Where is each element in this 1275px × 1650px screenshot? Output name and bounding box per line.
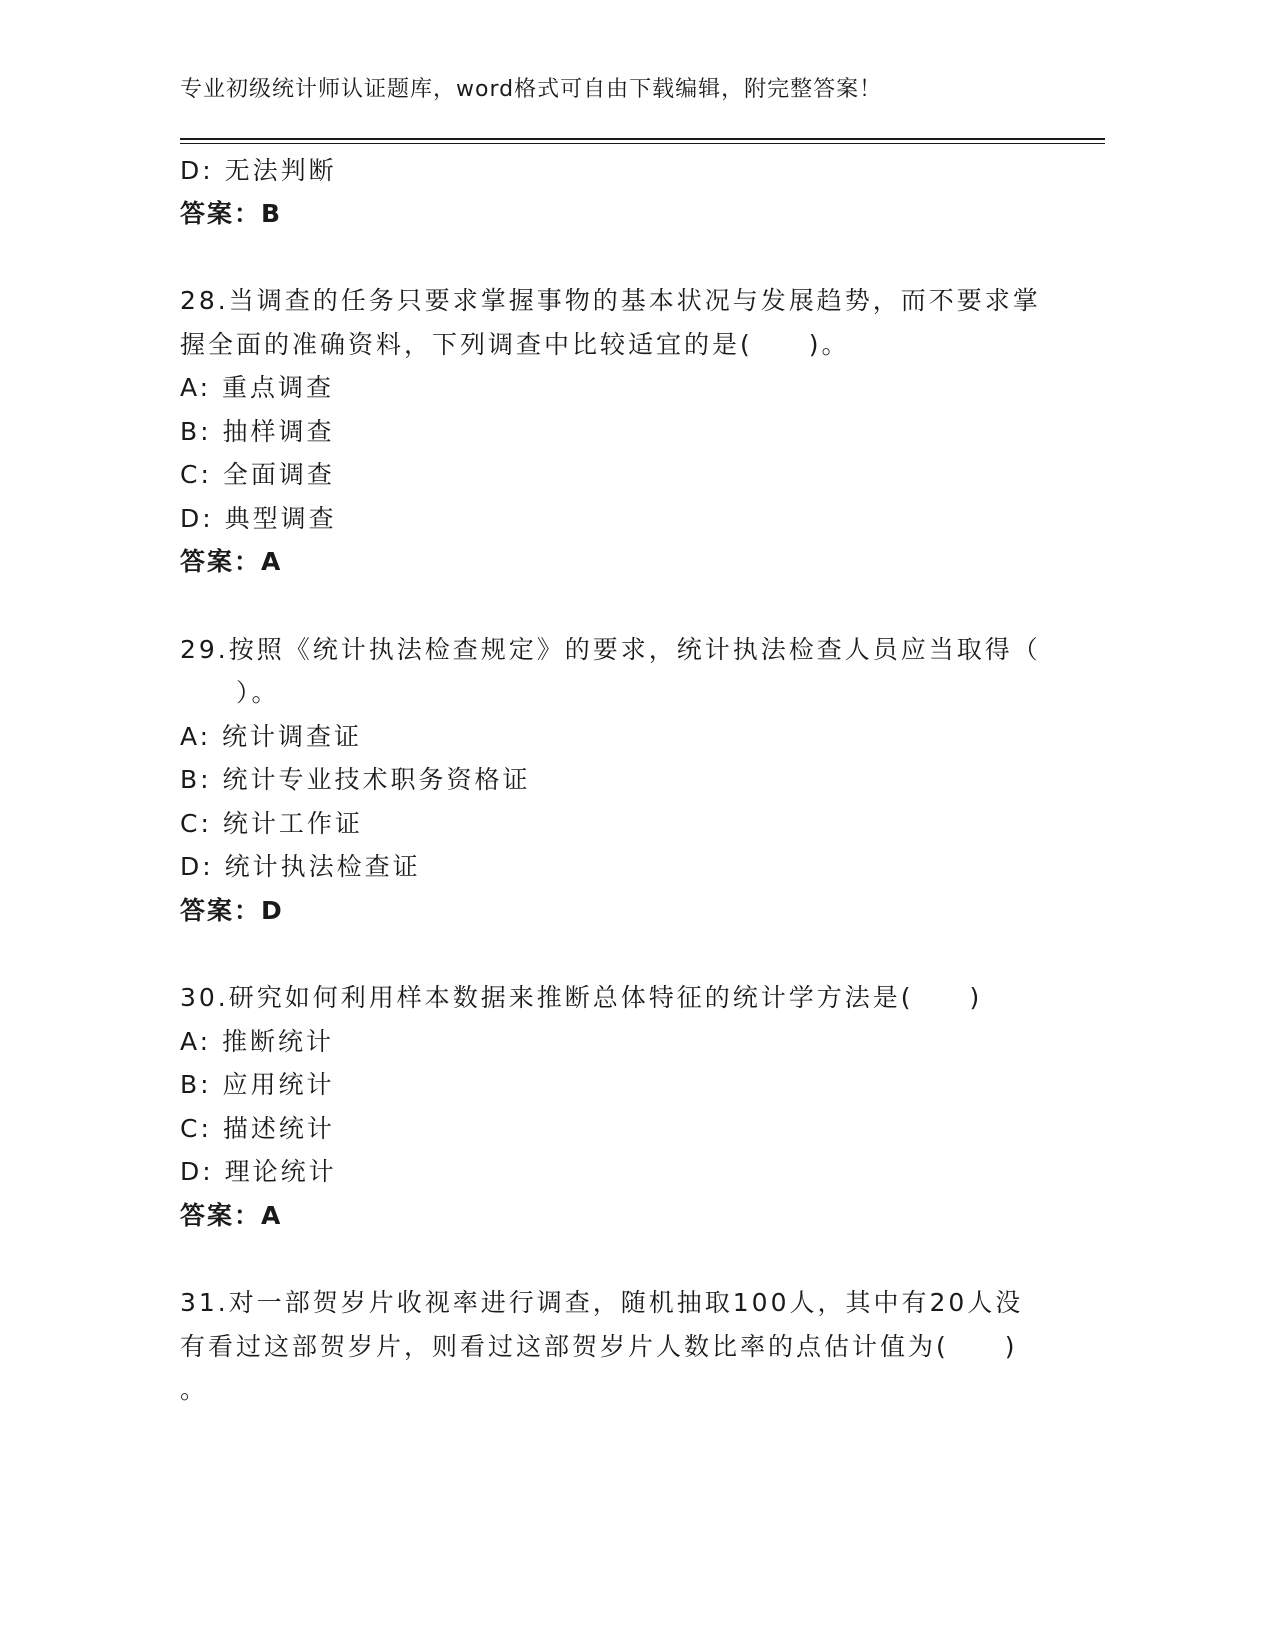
question-30-option-d: D: 理论统计 — [180, 1157, 337, 1186]
question-28-option-c: C: 全面调查 — [180, 460, 335, 489]
question-28-text-line1: 28.当调查的任务只要求掌握事物的基本状况与发展趋势，而不要求掌 — [180, 286, 1041, 315]
question-29-option-d: D: 统计执法检查证 — [180, 852, 421, 881]
prev-answer: 答案：B — [180, 199, 283, 228]
prev-option-d: D: 无法判断 — [180, 156, 337, 185]
question-30-option-c: C: 描述统计 — [180, 1114, 335, 1143]
question-30-text-line1: 30.研究如何利用样本数据来推断总体特征的统计学方法是( ) — [180, 983, 983, 1012]
question-30-answer: 答案：A — [180, 1201, 283, 1230]
question-28-option-a: A: 重点调查 — [180, 373, 335, 402]
question-28-option-b: B: 抽样调查 — [180, 417, 335, 446]
question-29-option-b: B: 统计专业技术职务资格证 — [180, 765, 531, 794]
question-28-option-d: D: 典型调查 — [180, 504, 337, 533]
page-header: 专业初级统计师认证题库，word格式可自由下载编辑，附完整答案！ — [180, 77, 883, 102]
header-rule — [180, 138, 1105, 144]
question-28-answer: 答案：A — [180, 547, 283, 576]
question-29-text-line2: ）。 — [180, 678, 280, 707]
question-29-option-c: C: 统计工作证 — [180, 809, 363, 838]
question-31-text-line3: 。 — [180, 1375, 209, 1404]
question-30-option-a: A: 推断统计 — [180, 1027, 335, 1056]
question-29-text-line1: 29.按照《统计执法检查规定》的要求，统计执法检查人员应当取得（ — [180, 635, 1041, 664]
question-29-option-a: A: 统计调查证 — [180, 722, 363, 751]
question-28-text-line2: 握全面的准确资料，下列调查中比较适宜的是( )。 — [180, 330, 850, 359]
question-31-text-line2: 有看过这部贺岁片，则看过这部贺岁片人数比率的点估计值为( ) — [180, 1332, 1018, 1361]
question-31-text-line1: 31.对一部贺岁片收视率进行调查，随机抽取100人，其中有20人没 — [180, 1288, 1024, 1317]
question-30-option-b: B: 应用统计 — [180, 1070, 335, 1099]
question-29-answer: 答案：D — [180, 896, 284, 925]
